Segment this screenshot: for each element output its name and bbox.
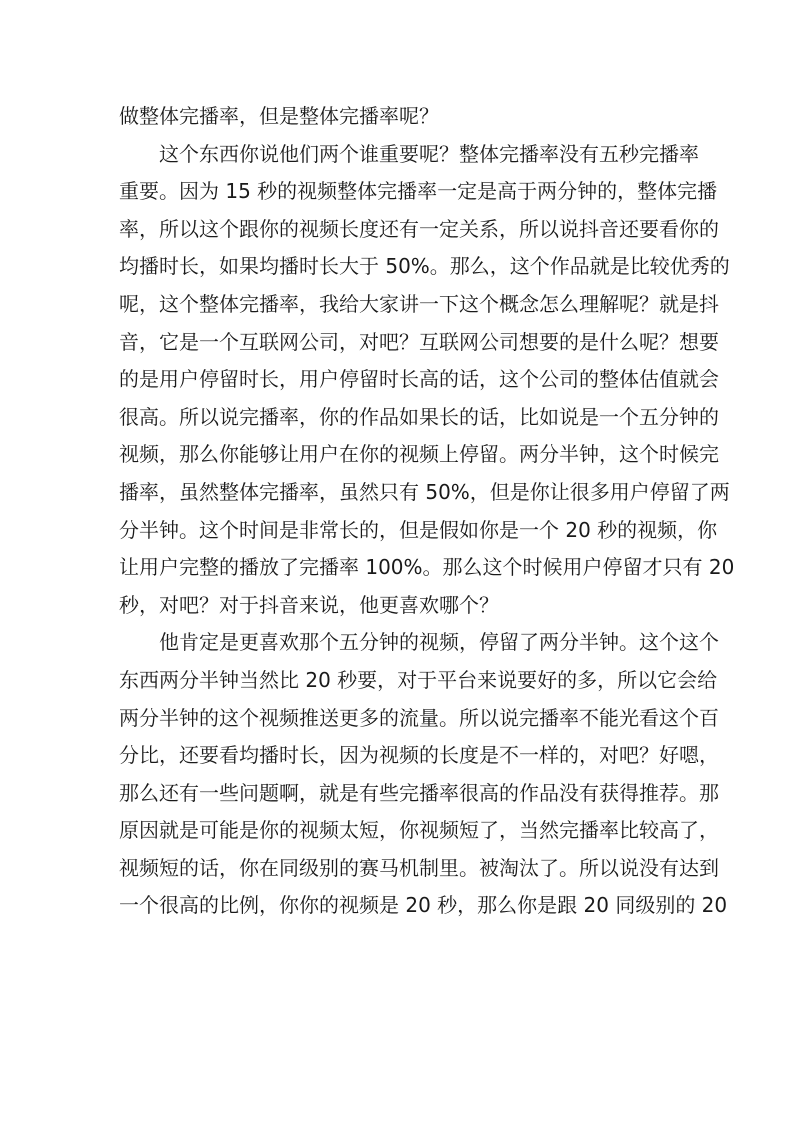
- text-line: 率，所以这个跟你的视频长度还有一定关系，所以说抖音还要看你的: [119, 216, 719, 241]
- paragraph-2: [119, 136, 735, 625]
- text-line: 呢，这个整体完播率，我给大家讲一下这个概念怎么理解呢？就是抖: [119, 291, 719, 316]
- text-line: 一个很高的比例，你你的视频是 20 秒，那么你是跟 20 同级别的 20: [119, 893, 728, 918]
- text-line: 这个东西你说他们两个谁重要呢？整体完播率没有五秒完播率: [159, 141, 699, 166]
- text-line: 秒，对吧？对于抖音来说，他更喜欢哪个？: [119, 592, 499, 617]
- text-line: 播率，虽然整体完播率，虽然只有 50%，但是你让很多用户停留了两: [119, 479, 730, 504]
- text-line: 分比，还要看均播时长，因为视频的长度是不一样的，对吧？好嗯，: [119, 743, 719, 768]
- text-line: 很高。所以说完播率，你的作品如果长的话，比如说是一个五分钟的: [119, 404, 719, 429]
- text-line: 原因就是可能是你的视频太短，你视频短了，当然完播率比较高了，: [119, 818, 719, 843]
- text-line: 音，它是一个互联网公司，对吧？互联网公司想要的是什么呢？想要: [119, 329, 719, 354]
- text-line: 他肯定是更喜欢那个五分钟的视频，停留了两分半钟。这个这个: [159, 630, 719, 655]
- text-line: 两分半钟的这个视频推送更多的流量。所以说完播率不能光看这个百: [119, 705, 719, 730]
- text-line: 做整体完播率，但是整体完播率呢？: [119, 104, 439, 128]
- paragraph-1: [119, 98, 689, 136]
- text-line: 让用户完整的播放了完播率 100%。那么这个时候用户停留才只有 20: [119, 555, 735, 580]
- text-line: 视频短的话，你在同级别的赛马机制里。被淘汰了。所以说没有达到: [119, 855, 719, 880]
- text-line: 视频，那么你能够让用户在你的视频上停留。两分半钟，这个时候完: [119, 442, 719, 467]
- text-line: 那么还有一些问题啊，就是有些完播率很高的作品没有获得推荐。那: [119, 780, 719, 805]
- paragraph-3: [119, 624, 728, 925]
- text-line: 重要。因为 15 秒的视频整体完播率一定是高于两分钟的，整体完播: [119, 179, 718, 204]
- text-line: 的是用户停留时长，用户停留时长高的话，这个公司的整体估值就会: [119, 367, 719, 392]
- text-line: 东西两分半钟当然比 20 秒要，对于平台来说要好的多，所以它会给: [119, 667, 718, 692]
- text-line: 分半钟。这个时间是非常长的，但是假如你是一个 20 秒的视频，你: [119, 517, 718, 542]
- text-line: 均播时长，如果均播时长大于 50%。那么，这个作品就是比较优秀的: [119, 254, 730, 279]
- body-text: [119, 98, 735, 925]
